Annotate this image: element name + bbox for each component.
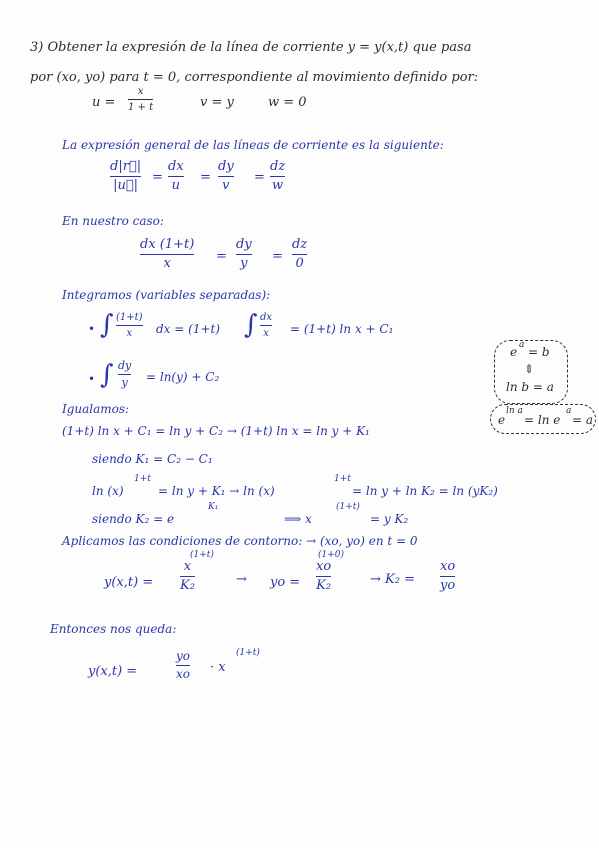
final-sup: (1+t) (236, 648, 260, 658)
w-equation: w = 0 (268, 95, 307, 110)
b-arrow-1: → (236, 572, 247, 587)
int2-den: y (121, 376, 128, 390)
fraction-bar (118, 374, 131, 375)
general-den-4: w (272, 178, 284, 194)
general-frac-2 (168, 160, 184, 194)
general-num-3: dy (218, 159, 234, 174)
b-frac-3 (440, 560, 455, 594)
equal-line-3c: = ln y + ln K₂ = ln (yK₂) (352, 484, 498, 498)
final-text: Entonces nos queda: (50, 622, 177, 636)
equal-line-4b-sup: (1+t) (336, 502, 360, 512)
case-den-1: x (163, 256, 171, 272)
side-c1-sup: ln a (506, 406, 523, 416)
case-den-2: y (240, 256, 248, 272)
b-lhs: y(x,t) = (104, 575, 154, 590)
b-arrow-2: → K₂ = (370, 572, 415, 587)
side-c1-sup-2: a (566, 406, 572, 416)
general-num-2: dx (168, 159, 184, 174)
final-den: xo (176, 667, 190, 682)
int2-result: = ln(y) + C₂ (146, 370, 220, 384)
u-lhs: u = (92, 95, 116, 110)
equal-line-4b: ⟹ x (284, 512, 312, 526)
fraction-bar (236, 254, 252, 255)
int1-num-2: dx (260, 312, 273, 323)
case-den-3: 0 (295, 256, 304, 272)
general-eq-3: = (254, 170, 265, 185)
general-den-3: v (222, 178, 230, 194)
general-den-1: |u⃗| (113, 178, 139, 194)
b-den-2: K₂ (316, 578, 332, 594)
final-lhs: y(x,t) = (88, 664, 138, 679)
equal-line-4c: = y K₂ (370, 512, 409, 526)
fraction-bar (110, 176, 141, 177)
int2-frac (118, 360, 131, 389)
b-yo: yo = (270, 575, 301, 590)
boundary-text: Aplicamos las condiciones de contorno: → (xo, yo) en t = 0 (62, 534, 418, 548)
final-num: yo (176, 649, 191, 663)
bullet-2: • (88, 372, 96, 386)
equal-line-3b-sup: 1+t (334, 474, 351, 484)
side-b2: ln b = a (506, 380, 554, 394)
case-frac-3 (292, 238, 307, 272)
equal-line-1: (1+t) ln x + C₁ = ln y + C₂ → (1+t) ln x = ln y + K₁ (62, 424, 370, 438)
fraction-bar (316, 576, 331, 577)
b-den-1: K₂ (180, 578, 195, 594)
fraction-bar (180, 576, 195, 577)
case-num-2: dy (236, 237, 252, 252)
integrate-text: Integramos (variables separadas): (62, 288, 271, 302)
b-num-3: xo (440, 559, 456, 574)
case-frac-1 (140, 238, 194, 272)
equal-line-4a: siendo K₂ = e (92, 512, 175, 526)
bullet-1: • (88, 322, 96, 336)
b-num-1: x (183, 559, 192, 574)
case-eq-2: = (272, 249, 283, 264)
int1-result: = (1+t) ln x + C₁ (290, 322, 394, 336)
general-frac-3 (218, 160, 234, 194)
case-text: En nuestro caso: (62, 214, 164, 228)
b-num-1-sup: (1+t) (190, 550, 214, 560)
case-eq-1: = (216, 249, 227, 264)
problem-line-1: 3) Obtener la expresión de la línea de corriente y = y(x,t) que pasa (30, 40, 472, 55)
equal-line-4a-sup: K₁ (208, 502, 219, 512)
side-b1-sup: a (519, 340, 525, 350)
case-num-3: dz (292, 237, 308, 252)
fraction-bar (176, 665, 190, 666)
u-fraction (128, 86, 153, 113)
double-arrow-icon: ⇕ (524, 362, 535, 376)
general-eq-1: = (152, 170, 163, 185)
general-frac-4 (270, 160, 285, 194)
general-num-1: d|r⃗| (110, 159, 142, 174)
problem-line-2: por (xo, yo) para t = 0, correspondiente al movimiento definido por: (30, 70, 479, 85)
int1-den-2: x (263, 328, 269, 339)
int1-num: (1+t) (116, 312, 143, 323)
fraction-bar (270, 176, 285, 177)
general-eq-2: = (200, 170, 211, 185)
b-num-2: xo (316, 559, 332, 574)
side-c1: e (498, 413, 506, 427)
u-numerator: x (137, 86, 144, 97)
int2-num: dy (118, 359, 132, 372)
side-b1-rest: = b (528, 345, 550, 359)
integral-sign-icon: ∫ (244, 310, 258, 340)
b-frac-2 (316, 560, 331, 594)
general-text: La expresión general de las líneas de corriente es la siguiente: (62, 138, 444, 152)
general-num-4: dz (270, 159, 286, 174)
equal-line-3a: ln (x) (92, 484, 124, 498)
b-frac-1 (180, 560, 195, 594)
fraction-bar (116, 325, 143, 326)
int1-frac-2 (260, 312, 272, 339)
case-frac-2 (236, 238, 252, 272)
fraction-bar (128, 99, 153, 100)
side-b1: e (510, 345, 518, 359)
v-equation: v = y (200, 95, 234, 110)
equal-line-3b: = ln y + K₁ → ln (x) (158, 484, 275, 498)
b-num-2-sup: (1+0) (318, 550, 345, 560)
equal-line-2: siendo K₁ = C₂ − C₁ (92, 452, 213, 466)
fraction-bar (440, 576, 455, 577)
side-c1-mid: = ln e (524, 413, 561, 427)
equal-line-3a-sup: 1+t (134, 474, 151, 484)
fraction-bar (168, 176, 184, 177)
fraction-bar (260, 325, 272, 326)
general-frac-1 (110, 160, 141, 194)
fraction-bar (218, 176, 234, 177)
u-denominator: 1 + t (128, 102, 154, 113)
b-den-3: yo (440, 578, 456, 594)
int1-mid: dx = (1+t) (156, 322, 221, 336)
equal-text: Igualamos: (62, 402, 130, 416)
integral-sign-icon: ∫ (100, 310, 114, 340)
int1-den: x (126, 328, 133, 339)
general-den-2: u (171, 178, 181, 194)
case-num-1: dx (1+t) (140, 237, 195, 252)
final-mid: · x (210, 660, 226, 675)
fraction-bar (140, 254, 194, 255)
side-c1-rest: = a (572, 413, 594, 427)
final-frac (176, 650, 190, 681)
fraction-bar (292, 254, 307, 255)
int1-frac (116, 312, 143, 339)
integral-sign-icon: ∫ (100, 360, 114, 390)
